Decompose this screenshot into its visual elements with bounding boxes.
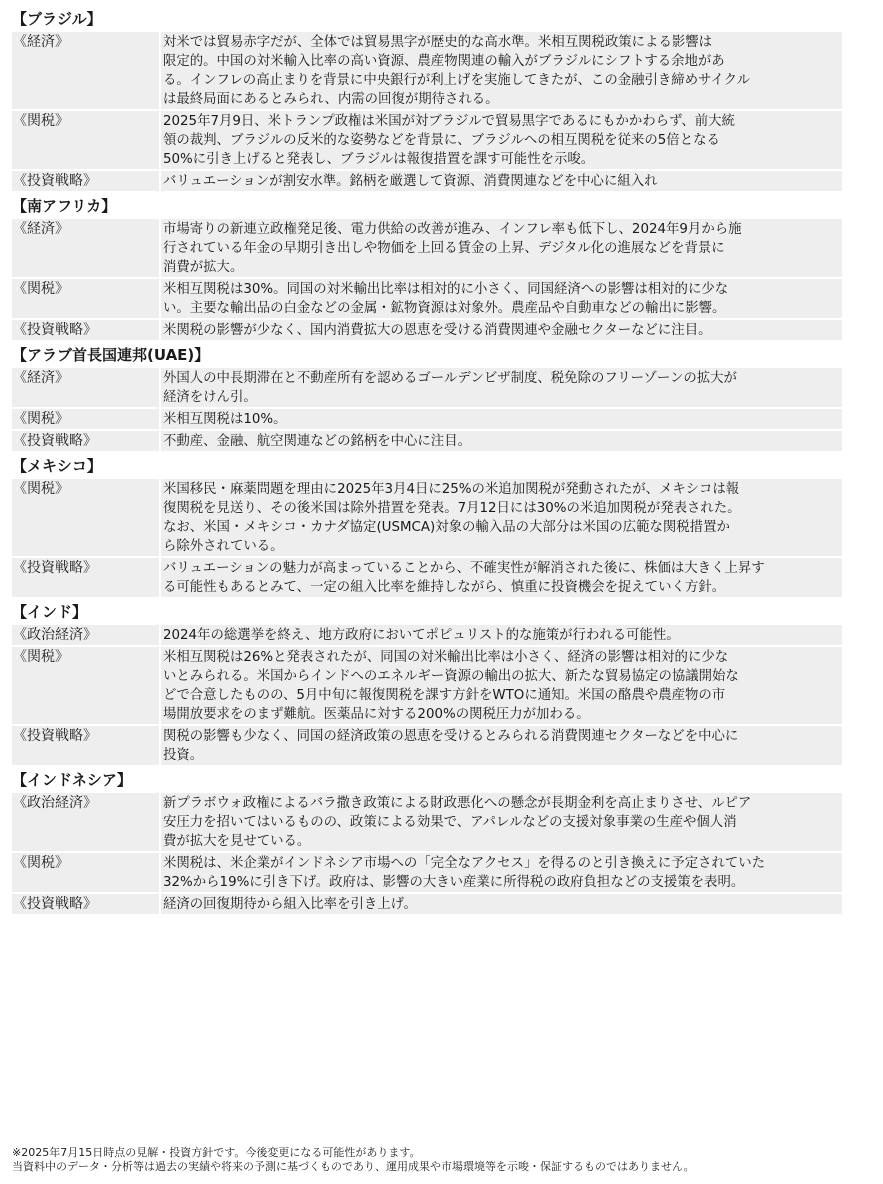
row-politics-economy [12,793,842,851]
row-label: 《投資戦略》 [12,431,159,451]
row-text: 2025年7月9日、米トランプ政権は米国が対ブラジルで貿易黒字であるにもかかわらず、前大統 領の裁判、ブラジルの反米的な姿勢などを背景に、ブラジルへの相互関税を従来の5倍となる 50%に引き上げると発表し、ブラジルは報復措置を課す可能性を示唆。 [161,111,842,169]
row-text: 関税の影響も少なく、同国の経済政策の恩恵を受けるとみられる消費関連セクターなどを中心に 投資。 [161,726,842,765]
row-text: バリュエーションの魅力が高まっていることから、不確実性が解消された後に、株価は大きく上昇す る可能性もあるとみて、一定の組入比率を維持しながら、慎重に投資機会を捉えていく方針。 [161,558,842,597]
section-title: 【南アフリカ】 [12,197,117,215]
document-body [12,6,842,916]
row-strategy [12,431,842,451]
row-text: バリュエーションが割安水準。銘柄を厳選して資源、消費関連などを中心に組入れ [161,171,842,191]
row-text: 米関税の影響が少なく、国内消費拡大の恩恵を受ける消費関連や金融セクターなどに注目。 [161,320,842,340]
row-text: 市場寄りの新連立政権発足後、電力供給の改善が進み、インフレ率も低下し、2024年9月から施 行されている年金の早期引き出しや物価を上回る賃金の上昇、デジタル化の進展などを背景に 消費が拡大。 [161,219,842,277]
row-strategy [12,320,842,340]
row-text: 2024年の総選挙を終え、地方政府においてポピュリスト的な施策が行われる可能性。 [161,625,842,645]
row-label: 《政治経済》 [12,625,159,645]
section-title: 【メキシコ】 [12,457,102,475]
row-text: 対米では貿易赤字だが、全体では貿易黒字が歴史的な高水準。米相互関税政策による影響は 限定的。中国の対米輸入比率の高い資源、農産物関連の輸入がブラジルにシフトする余地があ る。インフレの高止まりを背景に中央銀行が利上げを実施してきたが、この金融引き締めサイクル は最終局面にあるとみられ、内需の回復が期待される。 [161,32,842,109]
section-brazil [12,6,842,191]
row-label: 《関税》 [12,409,159,429]
row-tariff [12,409,842,429]
row-economy [12,219,842,277]
disclaimer-line: ※2025年7月15日時点の見解・投資方針です。今後変更になる可能性があります。 [12,1146,421,1159]
section-south-africa [12,193,842,340]
section-title: 【アラブ首長国連邦(UAE)】 [12,346,210,364]
row-tariff [12,647,842,724]
row-economy [12,32,842,109]
row-label: 《投資戦略》 [12,171,159,191]
section-uae [12,342,842,451]
row-strategy [12,558,842,597]
row-text: 外国人の中長期滞在と不動産所有を認めるゴールデンビザ制度、税免除のフリーゾーンの拡大が 経済をけん引。 [161,368,842,407]
disclaimer-footer [12,1146,872,1174]
row-text: 米国移民・麻薬問題を理由に2025年3月4日に25%の米追加関税が発動されたが、メキシコは報 復関税を見送り、その後米国は除外措置を発表。7月12日には30%の米追加関税が発表された。 なお、米国・メキシコ・カナダ協定(USMCA)対象の輸入品の大部分は米国の広範な関税措置か ら除外されている。 [161,479,842,556]
row-label: 《経済》 [12,368,159,407]
row-text: 経済の回復期待から組入比率を引き上げ。 [161,894,842,914]
row-politics-economy [12,625,842,645]
row-text: 米相互関税は10%。 [161,409,842,429]
row-text: 米相互関税は26%と発表されたが、同国の対米輸出比率は小さく、経済の影響は相対的に少な いとみられる。米国からインドへのエネルギー資源の輸出の拡大、新たな貿易協定の協議開始な どで合意したものの、5月中旬に報復関税を課す方針をWTOに通知。米国の酪農や農産物の市 場開放要求をのまず難航。医薬品に対する200%の関税圧力が加わる。 [161,647,842,724]
section-mexico [12,453,842,597]
row-tariff [12,111,842,169]
row-strategy [12,726,842,765]
row-label: 《投資戦略》 [12,320,159,340]
row-economy [12,368,842,407]
row-label: 《投資戦略》 [12,558,159,597]
row-tariff [12,479,842,556]
row-tariff [12,853,842,892]
row-label: 《投資戦略》 [12,894,159,914]
row-text: 米相互関税は30%。同国の対米輸出比率は相対的に小さく、同国経済への影響は相対的に少な い。主要な輸出品の白金などの金属・鉱物資源は対象外。農産品や自動車などの輸出に影響。 [161,279,842,318]
section-title: 【インド】 [12,603,88,621]
row-label: 《投資戦略》 [12,726,159,765]
row-label: 《関税》 [12,279,159,318]
disclaimer-line: 当資料中のデータ・分析等は過去の実績や将来の予測に基づくものであり、運用成果や市場環境等を示唆・保証するものではありません。 [12,1160,695,1173]
row-label: 《関税》 [12,853,159,892]
row-label: 《経済》 [12,219,159,277]
row-label: 《関税》 [12,111,159,169]
row-text: 不動産、金融、航空関連などの銘柄を中心に注目。 [161,431,842,451]
row-strategy [12,171,842,191]
section-indonesia [12,767,842,914]
section-india [12,599,842,765]
row-tariff [12,279,842,318]
row-strategy [12,894,842,914]
section-title: 【インドネシア】 [12,771,132,789]
row-text: 新プラボウォ政権によるバラ撒き政策による財政悪化への懸念が長期金利を高止まりさせ、ルピア 安圧力を招いてはいるものの、政策による効果で、アパレルなどの支援対象事業の生産や個人消 費が拡大を見せている。 [161,793,842,851]
row-text: 米関税は、米企業がインドネシア市場への「完全なアクセス」を得るのと引き換えに予定されていた 32%から19%に引き下げ。政府は、影響の大きい産業に所得税の政府負担などの支援策を表明。 [161,853,842,892]
row-label: 《関税》 [12,647,159,724]
row-label: 《経済》 [12,32,159,109]
row-label: 《関税》 [12,479,159,556]
section-title: 【ブラジル】 [12,10,102,28]
row-label: 《政治経済》 [12,793,159,851]
